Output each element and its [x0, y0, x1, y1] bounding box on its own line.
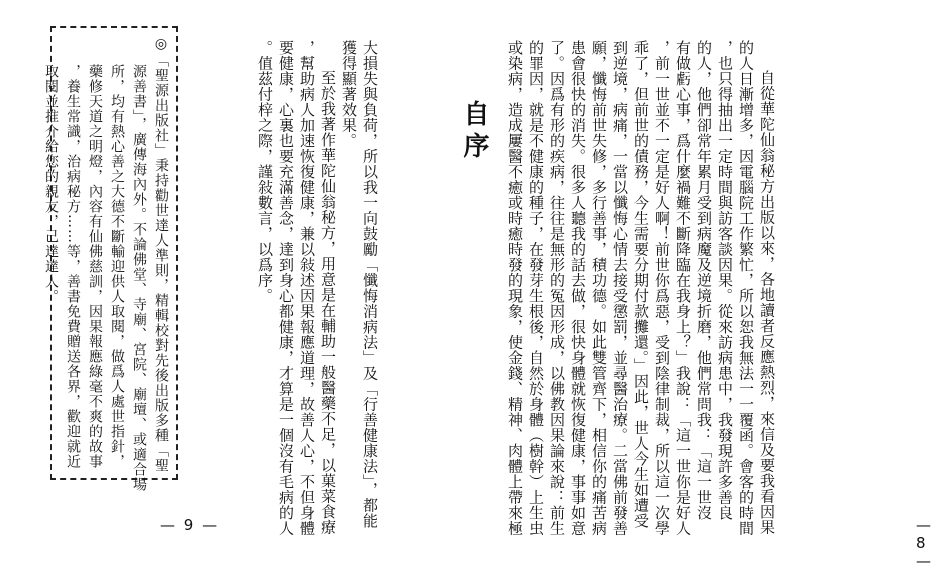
text-column: 的人，他們卻常年累月受到病魔及逆境折磨，他們常問我：「這一世沒 — [695, 40, 713, 521]
text-column: ，也只得抽出一定時間與訪客談因果。從來訪病患中，我發現許多善良 — [716, 40, 734, 521]
page-number-right: — 8 — — [916, 516, 933, 570]
notice-line: 藥修天道之明燈，內容有仙佛慈訓，因果報應綠毫不爽的故事 — [87, 64, 103, 469]
notice-line: ，養生常識，治病秘方……等，善書免費贈送各界，歡迎就近 — [65, 64, 81, 469]
page-title: 自序 — [459, 100, 489, 164]
text-column: 患會很快的消失。很多人聽我的話去做，很快身體就恢復健康，事事如意 — [569, 40, 587, 536]
text-column: ，幫助病人加速恢復健康，兼以敍述因果報應道理，故善人心，不但身體 — [298, 40, 316, 536]
text-column: 有做虧心事，爲什麼禍難不斷降臨在我身上？」我說：「這一世你是好人 — [674, 40, 692, 536]
publisher-notice-box — [43, 26, 178, 492]
text-column: 。值茲付梓之際，謹敍數言，以爲序。 — [256, 40, 274, 304]
notice-line: 所，均有熱心善之大德不斷輸迎供人取閱，做爲人處世指針， — [109, 64, 125, 469]
text-column: 或染病，造成屢醫不癒或時癒時發的現象，使金錢、精神、肉體上帶來極 — [506, 40, 524, 536]
text-column: 願，懺悔前世失修，多行善事，積功德。如此雙管齊下，相信你的痛苦病 — [590, 40, 608, 536]
notice-line: 取閱並推介給您的親友，己達達人。 — [43, 64, 59, 304]
text-column: 到逆境，病痛，一當以懺悔心情去接受懲罰，並尋醫治療。二當佛前發善 — [611, 40, 629, 536]
page-number-left: — 9 — — [160, 516, 220, 534]
text-column: 大損失與負荷，所以我一向鼓勵「懺悔消病法」及「行善健康法」，都能 — [361, 40, 379, 529]
text-column: 乖了，但前世的債務，今生需要分期付款攤還。」因此，世人今生如遭受 — [632, 40, 650, 529]
text-column: 至於我著作華陀仙翁秘方，用意是在輔助一般醫藥不足，以菓菜食療 — [319, 70, 337, 535]
preface-continuation — [180, 40, 380, 536]
text-column: 要健康，心裏也要充滿善念，達到身心都健康，才算是一個沒有毛病的人 — [277, 40, 295, 536]
text-column: 的人日漸增多，因電腦院工作繁忙，所以恕我無法一一覆函。會客的時間 — [737, 40, 755, 536]
preface-body — [506, 40, 777, 536]
left-page — [0, 0, 396, 556]
text-column: 了。因爲有形的疾病，往往是無形的冤因形成，以佛教因果論來說：前生 — [548, 40, 566, 536]
text-column: 自從華陀仙翁秘方出版以來，各地讀者反應熱烈，來信及要我看因果 — [758, 70, 776, 535]
text-column: 獲得顯著效果。 — [340, 40, 358, 149]
text-column: ，前一世並不一定是好人啊！前世你爲惡，受到陰律制裁，所以這一次學 — [653, 40, 671, 536]
notice-line: ◎「聖源出版社」秉持勸世達人準則，精輯校對先後出版多種「聖 — [153, 36, 169, 473]
text-column: 的罪因，就是不健康的種子，在發芽生根後，自然於身體（樹幹）上生虫 — [527, 40, 545, 536]
right-page — [396, 0, 933, 570]
notice-line: 源善書」，廣傳海內外。不論佛堂、寺廟、宮院、廟壇、或適合場 — [131, 64, 147, 492]
